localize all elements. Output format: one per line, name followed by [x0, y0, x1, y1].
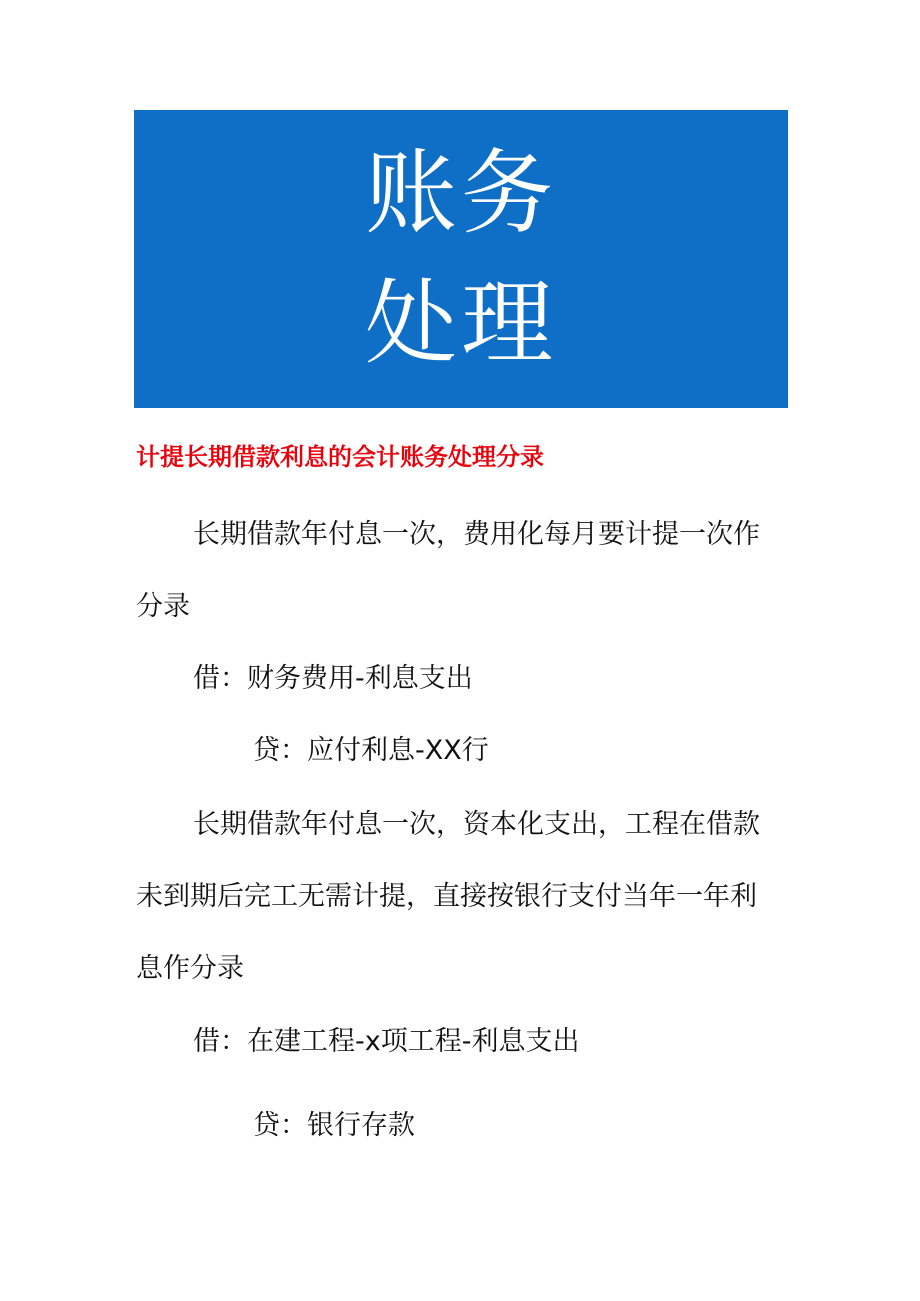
article-heading: 计提长期借款利息的会计账务处理分录	[136, 443, 544, 471]
paragraph-1-line-2: 分录	[136, 591, 190, 622]
entry-2-debit: 借：在建工程-x项工程-利息支出	[193, 1026, 580, 1057]
paragraph-2-line-2: 未到期后完工无需计提，直接按银行支付当年一年利	[136, 881, 757, 912]
paragraph-2-line-1: 长期借款年付息一次，资本化支出，工程在借款	[193, 809, 760, 840]
banner-title-line-2: 处理	[364, 270, 557, 377]
entry-1-debit: 借：财务费用-利息支出	[193, 663, 473, 694]
title-banner	[134, 110, 788, 408]
banner-title-line-1: 账务	[364, 140, 557, 247]
entry-1-credit: 贷：应付利息-XX行	[253, 735, 489, 766]
paragraph-2-line-3: 息作分录	[136, 953, 244, 984]
entry-2-credit: 贷：银行存款	[253, 1110, 415, 1141]
paragraph-1-line-1: 长期借款年付息一次，费用化每月要计提一次作	[193, 519, 760, 550]
